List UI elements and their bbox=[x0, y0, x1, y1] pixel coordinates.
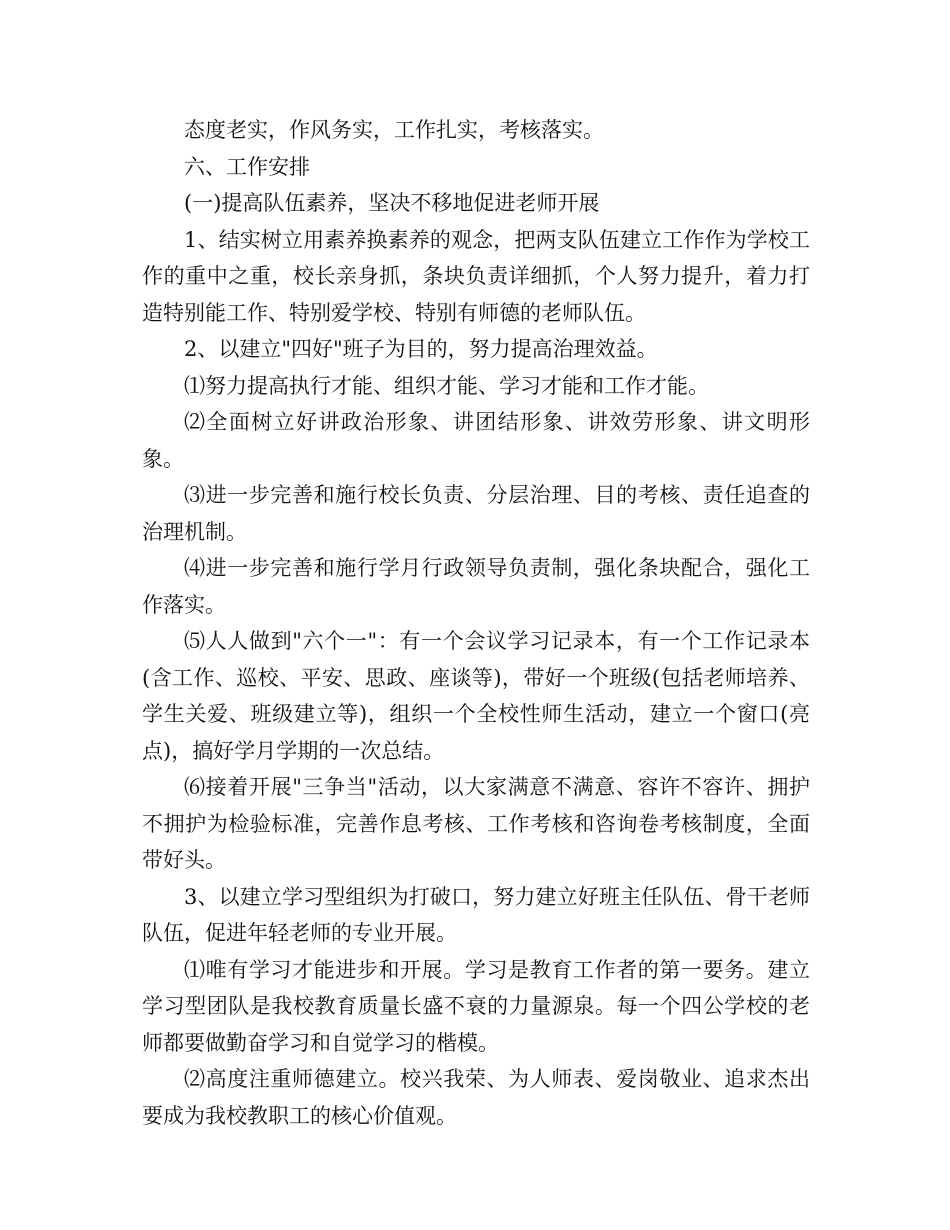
paragraph-item-1: 1、结实树立用素养换素养的观念，把两支队伍建立工作作为学校工作的重中之重，校长亲身抓，条块负责详细抓，个人努力提升，着力打造特别能工作、特别爱学校、特别有师德的老师队伍。 bbox=[142, 227, 810, 325]
paragraph-1: 态度老实，作风务实，工作扎实，考核落实。 bbox=[184, 118, 604, 142]
paragraph-item-3-2: ⑵高度注重师德建立。校兴我荣、为人师表、爱岗敬业、追求杰出要成为我校教职工的核心价值观。 bbox=[142, 1067, 810, 1128]
paragraph-item-2-6: ⑹接着开展"三争当"活动，以大家满意不满意、容许不容许、拥护不拥护为检验标准，完善作息考核、工作考核和咨询卷考核制度，全面带好头。 bbox=[142, 775, 810, 872]
section-heading-work-arrangement: 六、工作安排 bbox=[184, 154, 310, 179]
document-body bbox=[142, 112, 810, 1134]
paragraph-item-3: 3、以建立学习型组织为打破口，努力建立好班主任队伍、骨干老师队伍，促进年轻老师的专业开展。 bbox=[142, 884, 810, 945]
subsection-heading-team-quality: (一)提高队伍素养，坚决不移地促进老师开展 bbox=[184, 191, 600, 215]
paragraph-item-2-4: ⑷进一步完善和施行学月行政领导负责制，强化条块配合，强化工作落实。 bbox=[142, 556, 810, 617]
paragraph-item-2: 2、以建立"四好"班子为目的，努力提高治理效益。 bbox=[184, 337, 658, 361]
paragraph-item-2-3: ⑶进一步完善和施行校长负责、分层治理、目的考核、责任追查的治理机制。 bbox=[142, 483, 810, 544]
paragraph-item-2-5: ⑸人人做到"六个一"：有一个会议学习记录本，有一个工作记录本(含工作、巡校、平安、思政、座谈等)，带好一个班级(包括老师培养、学生关爱、班级建立等)，组织一个全校性师生活动，建立一个窗口(亮点)，搞好学月学期的一次总结。 bbox=[142, 629, 810, 763]
paragraph-item-2-1: ⑴努力提高执行才能、组织才能、学习才能和工作才能。 bbox=[184, 373, 709, 398]
paragraph-item-3-1: ⑴唯有学习才能进步和开展。学习是教育工作者的第一要务。建立学习型团队是我校教育质量长盛不衰的力量源泉。每一个四公学校的老师都要做勤奋学习和自觉学习的楷模。 bbox=[142, 957, 810, 1055]
paragraph-item-2-2: ⑵全面树立好讲政治形象、讲团结形象、讲效劳形象、讲文明形象。 bbox=[142, 410, 810, 471]
